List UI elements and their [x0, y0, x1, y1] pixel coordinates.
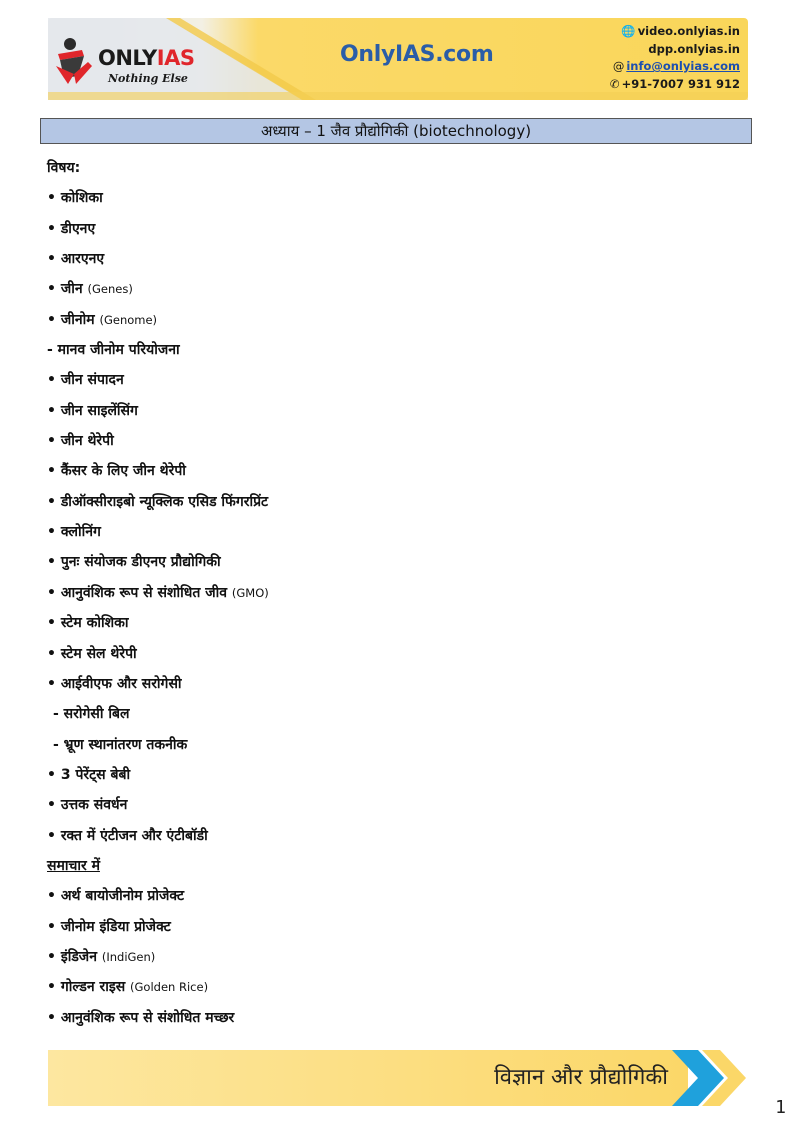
list-item-text: • स्टेम कोशिका	[47, 615, 129, 632]
list-item-text: • जीनोम इंडिया प्रोजेक्ट	[47, 918, 171, 935]
list-item	[47, 426, 747, 456]
list-item	[47, 669, 747, 699]
list-item	[47, 517, 747, 547]
list-item-text: समाचार में	[47, 857, 100, 874]
contact-video-row[interactable]	[610, 23, 740, 41]
list-item-text: - मानव जीनोम परियोजना	[47, 342, 180, 359]
list-item-english: (Genes)	[87, 282, 133, 297]
list-item	[47, 699, 747, 729]
at-icon: @	[612, 59, 625, 73]
contact-email-row[interactable]	[610, 58, 740, 76]
header-banner	[48, 18, 748, 100]
list-item	[47, 881, 747, 911]
list-item-text: - भ्रूण स्थानांतरण तकनीक	[53, 736, 188, 753]
list-item-text: • स्टेम सेल थेरेपी	[47, 645, 137, 662]
list-item	[47, 487, 747, 517]
globe-icon: 🌐	[621, 24, 636, 38]
list-item-text: • डीएनए	[47, 220, 96, 237]
logo-only: ONLY	[98, 46, 157, 70]
onlyias-logo[interactable]	[54, 36, 204, 92]
logo-ias: IAS	[156, 46, 195, 70]
list-item	[47, 730, 747, 760]
list-item-text: • आनुवंशिक रूप से संशोधित मच्छर	[47, 1009, 235, 1026]
topic-list	[47, 153, 747, 1033]
list-item-text: • उत्तक संवर्धन	[47, 797, 128, 814]
list-item-text: • इंडिजेन	[47, 948, 102, 965]
list-item	[47, 305, 747, 335]
list-item-text: • डीऑक्सीराइबो न्यूक्लिक एसिड फिंगरप्रिंट	[47, 493, 269, 510]
list-item-text: विषय:	[47, 160, 81, 176]
list-item-english: (Genome)	[99, 312, 158, 327]
list-item-text: • क्लोनिंग	[47, 524, 101, 541]
list-item-text: • कोशिका	[47, 190, 103, 207]
list-item	[47, 365, 747, 395]
list-item	[47, 608, 747, 638]
list-item-english: (GMO)	[231, 585, 269, 600]
footer-banner	[48, 1050, 748, 1106]
contact-dpp-row[interactable]	[610, 41, 740, 59]
graduate-logo-icon	[54, 36, 98, 90]
list-item	[47, 183, 747, 213]
list-item-text: • पुनः संयोजक डीएनए प्रौद्योगिकी	[47, 554, 221, 571]
list-item-text: • जीन साइलेंसिंग	[47, 402, 138, 419]
list-item	[47, 639, 747, 669]
list-item-text: • जीन थेरेपी	[47, 433, 114, 450]
logo-wordmark	[98, 46, 194, 70]
list-item-text: • आरएनए	[47, 251, 105, 268]
list-item-text: • आनुवंशिक रूप से संशोधित जीव	[47, 584, 232, 601]
logo-tagline: Nothing Else	[108, 72, 188, 85]
list-item	[47, 214, 747, 244]
list-item	[47, 821, 747, 851]
list-item	[47, 912, 747, 942]
list-item-text: • जीन संपादन	[47, 372, 124, 389]
list-item	[47, 335, 747, 365]
list-item	[47, 578, 747, 608]
contact-block	[610, 23, 740, 93]
list-item-text: • कैंसर के लिए जीन थेरेपी	[47, 463, 186, 480]
section-heading	[47, 153, 747, 183]
list-item-text: • गोल्डन राइस	[47, 979, 131, 996]
page-number: 1	[775, 1097, 786, 1118]
contact-phone-row	[610, 76, 740, 94]
list-item-text: • आईवीएफ और सरोगेसी	[47, 675, 182, 692]
list-item	[47, 972, 747, 1002]
list-item-text: • रक्त में एंटीजन और एंटीबॉडी	[47, 827, 208, 844]
list-item-text: - सरोगेसी बिल	[53, 706, 130, 723]
phone-icon: ✆	[609, 76, 620, 91]
list-item	[47, 547, 747, 577]
site-title[interactable]: OnlyIAS.com	[340, 42, 494, 67]
list-item	[47, 1003, 747, 1033]
list-item-english: (Golden Rice)	[130, 980, 209, 995]
list-item-text: • अर्थ बायोजीनोम प्रोजेक्ट	[47, 888, 185, 905]
list-item	[47, 244, 747, 274]
list-item	[47, 942, 747, 972]
contact-phone: +91-7007 931 912	[621, 76, 740, 91]
news-heading	[47, 851, 747, 881]
list-item-text: • जीनोम	[47, 311, 100, 328]
list-item	[47, 456, 747, 486]
contact-email[interactable]: info@onlyias.com	[626, 59, 740, 73]
footer-subject: विज्ञान और प्रौद्योगिकी	[494, 1065, 668, 1090]
contact-dpp[interactable]: dpp.onlyias.in	[648, 41, 740, 56]
list-item	[47, 790, 747, 820]
list-item	[47, 760, 747, 790]
list-item-text: • 3 पेरेंट्स बेबी	[47, 766, 131, 783]
list-item	[47, 396, 747, 426]
list-item-english: (IndiGen)	[101, 949, 156, 964]
chapter-title: अध्याय – 1 जैव प्रौद्योगिकी (biotechnology)	[40, 118, 752, 144]
contact-video[interactable]: video.onlyias.in	[637, 24, 740, 38]
list-item-text: • जीन	[47, 281, 88, 298]
list-item	[47, 274, 747, 304]
